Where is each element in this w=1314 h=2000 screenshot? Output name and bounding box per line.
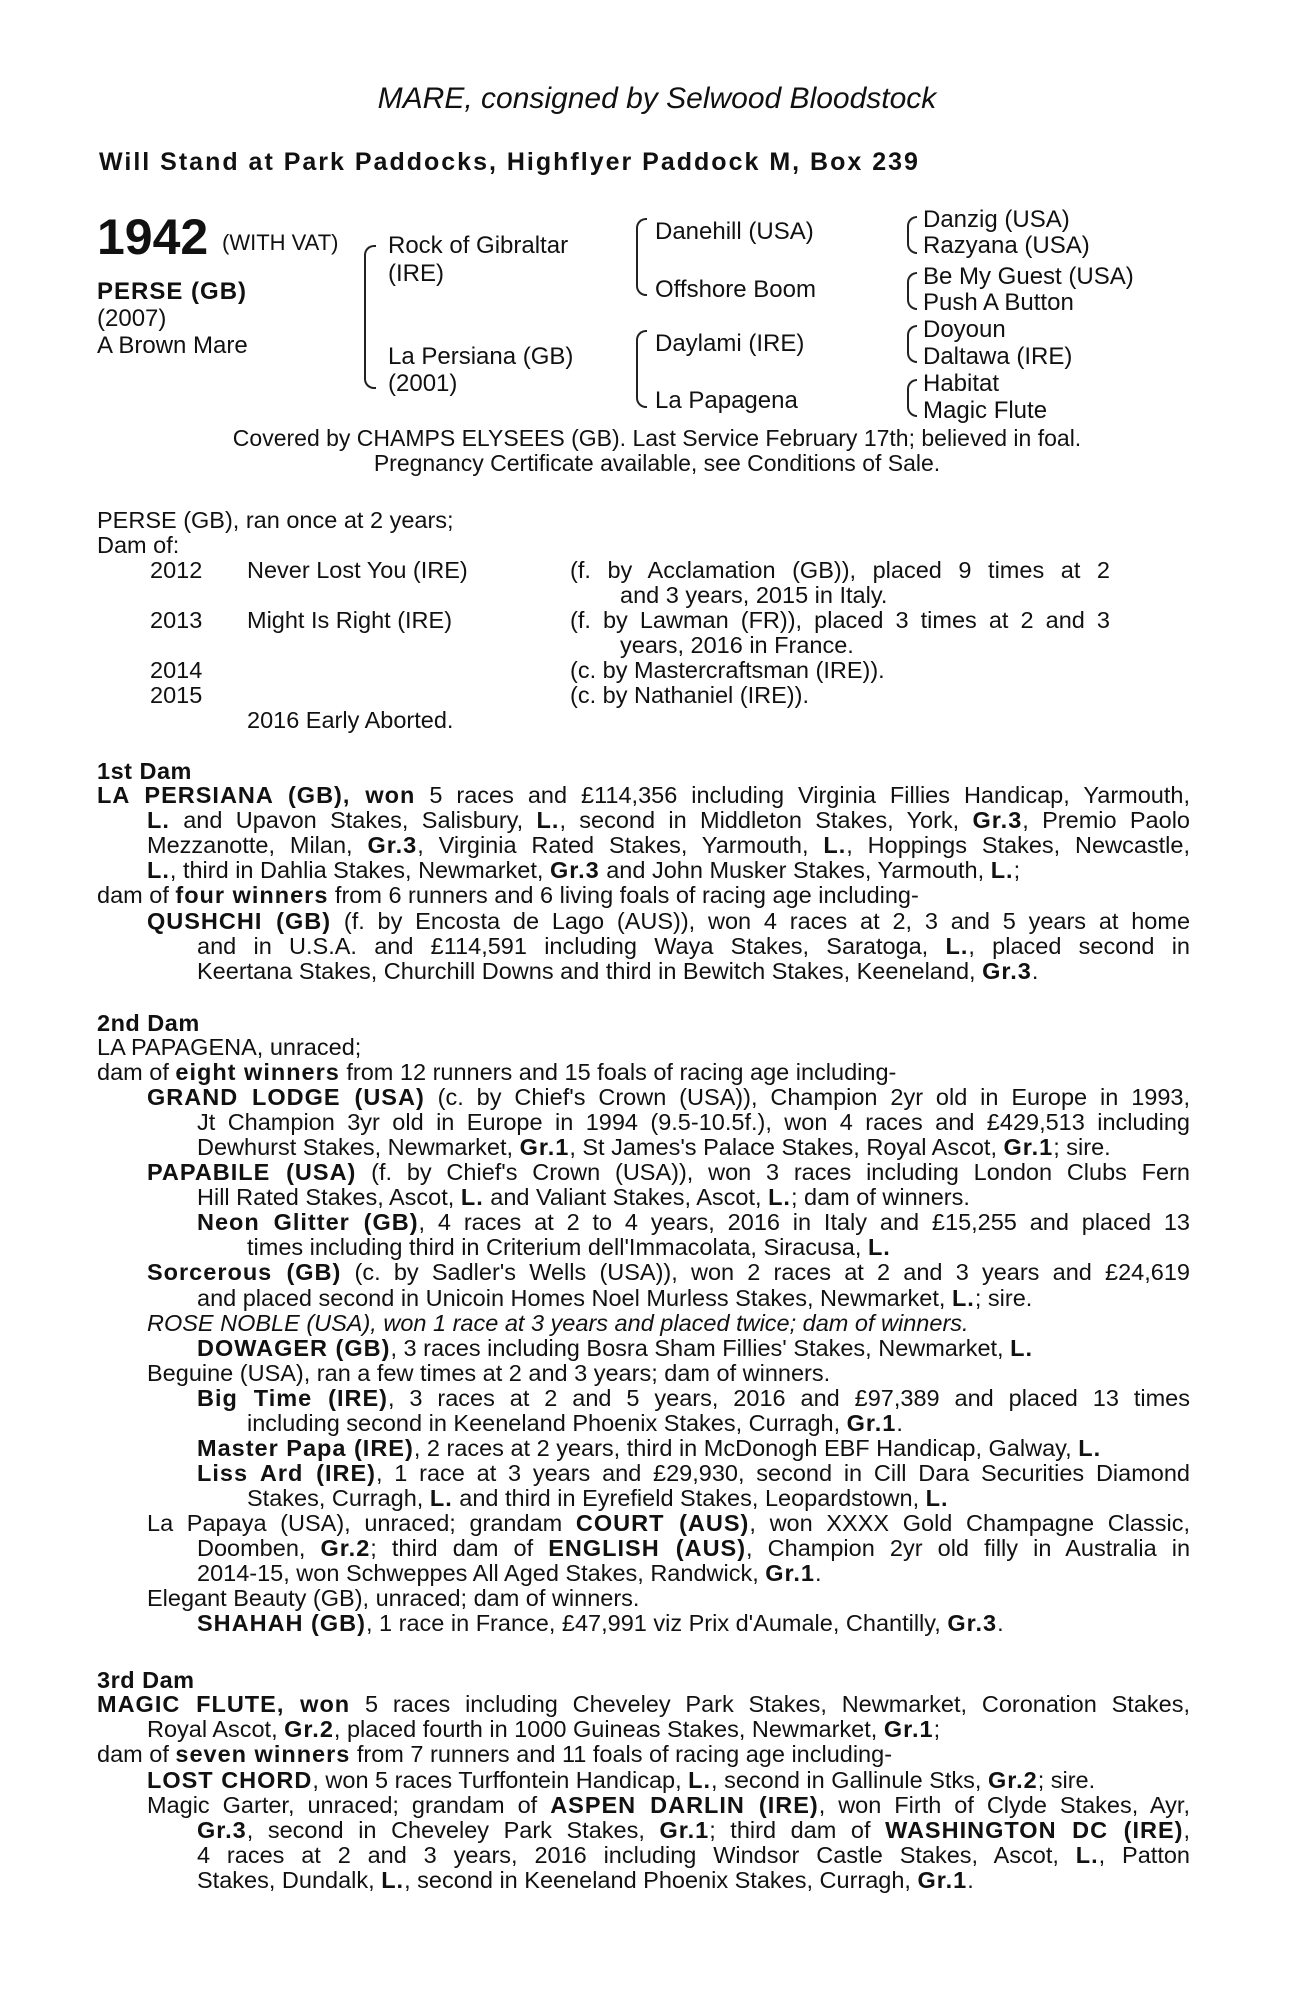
text-run: , second in Middleton Stakes, York, — [559, 807, 973, 834]
text-run: Stakes, Dundalk, — [197, 1867, 382, 1894]
text-run: , placed second in — [968, 932, 1191, 959]
bold-run: L. — [1075, 1842, 1099, 1869]
bold-run: L. — [990, 857, 1014, 884]
text-run: ; sire. — [1037, 1766, 1096, 1793]
bold-run: L. — [1078, 1434, 1102, 1461]
text-run: from 6 runners and 6 living foals of racing age including- — [328, 882, 919, 909]
lot-number: 1942 — [97, 209, 209, 265]
text-run: . — [997, 1610, 1004, 1637]
sire-sire: Danehill (USA) — [655, 218, 814, 245]
ggp-1: Danzig (USA) — [923, 206, 1070, 233]
stand-location: Will Stand at Park Paddocks, Highflyer Paddock M, Box 239 — [99, 148, 920, 176]
text-run: , St James's Palace Stakes, Royal Ascot, — [569, 1134, 1004, 1161]
bold-run: Gr.2 — [987, 1766, 1038, 1793]
text-run: from 12 runners and 15 foals of racing age including- — [339, 1059, 897, 1086]
produce-note-cont: years, 2016 in France. — [620, 632, 854, 658]
ggp-7: Habitat — [923, 370, 1000, 397]
produce-note: (c. by Nathaniel (IRE)). — [570, 682, 809, 708]
brace-ggp-5 — [907, 325, 917, 345]
text-run: . — [967, 1867, 974, 1894]
text-run: , second in Keeneland Phoenix Stakes, Curragh, — [404, 1867, 918, 1894]
bold-run: Gr.1 — [846, 1409, 897, 1436]
bold-run: Gr.3 — [549, 857, 600, 884]
pregnancy-line: Pregnancy Certificate available, see Conditions of Sale. — [373, 450, 941, 476]
sire-line1: Rock of Gibraltar — [388, 232, 569, 259]
text-run: Keertana Stakes, Churchill Downs and third in Bewitch Stakes, Keeneland, — [197, 957, 983, 984]
bold-run: L. — [867, 1234, 891, 1261]
dam2-text-line — [147, 1511, 1190, 1536]
text-run: and third in Eyrefield Stakes, Leopardstown, — [452, 1484, 926, 1511]
dam2-text-line — [197, 1536, 1190, 1561]
brace-dam-sire — [636, 330, 647, 374]
dam2-text-line — [147, 1260, 1190, 1285]
bold-run: L. — [925, 1484, 949, 1511]
bold-run: MAGIC FLUTE, won — [97, 1691, 351, 1717]
produce-year: 2013 — [150, 607, 203, 633]
text-run: Mezzanotte, Milan, — [147, 832, 368, 859]
dam2-text-line — [247, 1486, 949, 1511]
text-run: ; dam of winners. — [790, 1184, 970, 1211]
horse-name: PERSE (GB) — [97, 278, 248, 305]
text-run: ; third dam of — [709, 1817, 886, 1843]
dam2-text-line — [147, 1160, 1190, 1185]
text-run: Elegant Beauty (GB), unraced; dam of winners. — [147, 1585, 640, 1612]
text-run: , 3 races including Bosra Sham Fillies' Stakes, Newmarket, — [390, 1334, 1011, 1361]
dam2-text-line — [97, 1035, 361, 1060]
bold-run: ASPEN DARLIN (IRE) — [550, 1791, 819, 1818]
text-run: Beguine (USA), ran a few times at 2 and 3 years; dam of winners. — [147, 1359, 831, 1386]
text-run: , second in Cheveley Park Stakes, — [246, 1817, 660, 1843]
produce-note-cont: and 3 years, 2015 in Italy. — [620, 582, 888, 608]
text-run: 5 races including Cheveley Park Stakes, Newmarket, Coronation Stakes, — [350, 1691, 1190, 1717]
text-run: ; — [1013, 857, 1021, 884]
ggp-2: Razyana (USA) — [923, 232, 1090, 259]
text-run: ; — [933, 1716, 941, 1743]
bold-run: Big Time (IRE) — [197, 1384, 388, 1411]
text-run: , won 5 races Turffontein Handicap, — [312, 1766, 689, 1793]
text-run: and John Musker Stakes, Yarmouth, — [599, 857, 991, 884]
third-dam-heading: 3rd Dam — [97, 1667, 195, 1693]
bold-run: QUSHCHI (GB) — [147, 907, 332, 934]
dam1-text-line — [147, 858, 1020, 883]
dam2-text-line — [97, 1060, 896, 1085]
dam3-text-line — [197, 1843, 1190, 1868]
brace-sire-sire — [636, 218, 647, 262]
dam2-text-line — [247, 1235, 891, 1260]
text-run: , Patton — [1098, 1842, 1190, 1869]
text-run: Jt Champion 3yr old in Europe in 1994 (9.5-10.5f.), won 4 races and £429,513 including — [197, 1109, 1190, 1136]
dam3-text-line — [147, 1717, 940, 1742]
bold-run: L. — [1010, 1334, 1033, 1361]
bold-run: Gr.3 — [972, 807, 1023, 834]
dam2-text-line — [147, 1586, 639, 1611]
text-run: , 4 races at 2 to 4 years, 2016 in Italy and £15,255 and placed 13 — [418, 1209, 1190, 1236]
dam2-text-line — [197, 1611, 1004, 1636]
brace-ggp-2 — [907, 234, 917, 254]
dam3-text-line — [197, 1868, 974, 1893]
dam3-text-line — [147, 1793, 1190, 1818]
dam3-text-line — [147, 1768, 1095, 1793]
dam1-text-line — [97, 783, 1190, 808]
text-run: LA PAPAGENA, unraced; — [97, 1034, 362, 1060]
bold-run: Liss Ard (IRE) — [197, 1459, 376, 1486]
dam2-text-line — [197, 1210, 1190, 1235]
text-run: and placed second in Unicoin Homes Noel Murless Stakes, Newmarket, — [197, 1284, 952, 1311]
bold-run: ENGLISH (AUS) — [548, 1535, 747, 1561]
bold-run: Gr.1 — [765, 1560, 815, 1587]
bold-run: Sorcerous (GB) — [147, 1259, 342, 1286]
covered-line: Covered by CHAMPS ELYSEES (GB). Last Service February 17th; believed in foal. — [232, 425, 1082, 451]
dam1-text-line — [97, 883, 919, 908]
ggp-4: Push A Button — [923, 289, 1074, 316]
text-run: and Valiant Stakes, Ascot, — [483, 1184, 769, 1211]
brace-sire-dam — [636, 260, 647, 296]
brace-ggp-7 — [907, 379, 917, 399]
bold-run: L. — [688, 1766, 712, 1793]
text-run: ; sire. — [974, 1284, 1033, 1311]
ggp-5: Doyoun — [923, 316, 1006, 343]
text-run: , 1 race in France, £47,991 viz Prix d'Aumale, Chantilly, — [365, 1610, 948, 1637]
brace-ggp-1 — [907, 216, 917, 236]
text-run: , 2 races at 2 years, third in McDonogh EBF Handicap, Galway, — [413, 1434, 1079, 1461]
bold-run: PAPABILE (USA) — [147, 1159, 357, 1186]
horse-year: (2007) — [97, 305, 167, 332]
bold-run: four winners — [175, 882, 329, 909]
dam2-text-line — [197, 1286, 1032, 1311]
bold-run: Gr.2 — [284, 1716, 334, 1743]
text-run: including second in Keeneland Phoenix Stakes, Curragh, — [247, 1409, 847, 1436]
brace-dam — [364, 335, 376, 389]
text-run: ; third dam of — [370, 1535, 549, 1561]
dam2-text-line — [197, 1185, 970, 1210]
text-run: (f. by Chief's Crown (USA)), won 3 races including London Clubs Fern — [356, 1159, 1190, 1186]
text-run: , won Firth of Clyde Stakes, Ayr, — [818, 1791, 1190, 1818]
text-run: (f. by Encosta de Lago (AUS)), won 4 races at 2, 3 and 5 years at home — [331, 907, 1191, 934]
text-run: , Virginia Rated Stakes, Yarmouth, — [417, 832, 824, 859]
text-run: Hill Rated Stakes, Ascot, — [197, 1184, 461, 1211]
bold-run: L. — [381, 1867, 405, 1894]
bold-run: L. — [429, 1484, 453, 1511]
dam-line2: (2001) — [388, 370, 458, 397]
bold-run: L. — [945, 932, 969, 959]
bold-run: L. — [536, 807, 560, 834]
text-run: , 3 races at 2 and 5 years, 2016 and £97,389 and placed 13 times — [387, 1384, 1190, 1411]
bold-run: Gr.3 — [982, 957, 1032, 984]
bold-run: LA PERSIANA (GB), won — [97, 782, 416, 808]
dam1-text-line — [147, 909, 1190, 934]
dam2-text-line — [197, 1461, 1190, 1486]
brace-sire — [364, 245, 376, 337]
bold-run: DOWAGER (GB) — [197, 1334, 391, 1361]
dam1-text-line — [197, 959, 1038, 984]
horse-description: A Brown Mare — [97, 332, 248, 359]
text-run: 2014-15, won Schweppes All Aged Stakes, Randwick, — [197, 1560, 766, 1587]
bold-run: L. — [823, 832, 847, 859]
text-run: , — [1183, 1817, 1190, 1843]
text-run: ; sire. — [1053, 1134, 1111, 1161]
text-run: Royal Ascot, — [147, 1716, 285, 1743]
text-run: (c. by Sadler's Wells (USA)), won 2 races at 2 and 3 years and £24,619 — [341, 1259, 1190, 1286]
brace-ggp-6 — [907, 343, 917, 363]
ggp-8: Magic Flute — [923, 397, 1048, 424]
produce-year: 2015 — [150, 682, 203, 708]
text-run: from 7 runners and 11 foals of racing age including- — [350, 1741, 893, 1768]
text-run: 4 races at 2 and 3 years, 2016 including Windsor Castle Stakes, Ascot, — [197, 1842, 1076, 1869]
bold-run: LOST CHORD — [147, 1766, 313, 1793]
bold-run: Gr.1 — [659, 1817, 710, 1843]
text-run: , placed fourth in 1000 Guineas Stakes, Newmarket, — [333, 1716, 884, 1743]
produce-name: Might Is Right (IRE) — [247, 607, 453, 633]
second-dam-heading: 2nd Dam — [97, 1010, 200, 1036]
text-run: times including third in Criterium dell'Immacolata, Siracusa, — [247, 1234, 868, 1261]
ggp-6: Daltawa (IRE) — [923, 343, 1073, 370]
dam2-text-line — [197, 1336, 1033, 1361]
text-run: , 1 race at 3 years and £29,930, second in Cill Dara Securities Diamond — [376, 1459, 1191, 1486]
dam2-text-line — [197, 1110, 1190, 1135]
dam2-text-line — [197, 1436, 1101, 1461]
bold-run: L. — [147, 857, 170, 884]
bold-run: WASHINGTON DC (IRE) — [885, 1817, 1184, 1843]
dam2-text-line — [197, 1386, 1190, 1411]
dam-of-label: Dam of: — [97, 532, 180, 558]
bold-run: Gr.2 — [320, 1535, 371, 1561]
bold-run: L. — [460, 1184, 484, 1211]
brace-ggp-4 — [907, 290, 917, 310]
dam-line1: La Persiana (GB) — [388, 343, 574, 370]
bold-run: Gr.1 — [917, 1867, 968, 1894]
ggp-3: Be My Guest (USA) — [923, 263, 1134, 290]
bold-run: COURT (AUS) — [575, 1509, 750, 1536]
sire-dam: Offshore Boom — [655, 276, 816, 303]
first-dam-heading: 1st Dam — [97, 758, 192, 784]
text-run: , won XXXX Gold Champagne Classic, — [749, 1509, 1190, 1536]
text-run: Doomben, — [197, 1535, 321, 1561]
text-run: Magic Garter, unraced; grandam of — [147, 1791, 551, 1818]
dam2-text-line — [247, 1411, 903, 1436]
bold-run: eight winners — [175, 1059, 340, 1086]
bold-run: Neon Glitter (GB) — [197, 1209, 419, 1236]
produce-year: 2014 — [150, 657, 203, 683]
dam2-text-line — [147, 1361, 830, 1386]
bold-run: L. — [147, 807, 170, 834]
dam3-text-line — [197, 1818, 1190, 1843]
text-run: . — [1031, 957, 1039, 984]
text-run: , Hoppings Stakes, Newcastle, — [846, 832, 1190, 859]
text-run: Dewhurst Stakes, Newmarket, — [197, 1134, 520, 1161]
bold-run: Gr.1 — [883, 1716, 934, 1743]
dam2-text-line — [197, 1561, 822, 1586]
text-run: and Upavon Stakes, Salisbury, — [169, 807, 537, 834]
produce-note: (f. by Acclamation (GB)), placed 9 times at 2 — [570, 557, 1110, 583]
dam1-text-line — [197, 934, 1190, 959]
bold-run: L. — [951, 1284, 975, 1311]
dam1-text-line — [147, 808, 1190, 833]
produce-note: (c. by Mastercraftsman (IRE)). — [570, 657, 885, 683]
dam-dam: La Papagena — [655, 387, 798, 414]
dam2-text-line — [147, 1311, 969, 1336]
bold-run: L. — [768, 1184, 791, 1211]
vat-note: (WITH VAT) — [222, 230, 339, 255]
page-subtitle: MARE, consigned by Selwood Bloodstock — [377, 82, 937, 115]
text-run: , Champion 2yr old filly in Australia in — [746, 1535, 1191, 1561]
produce-year: 2012 — [150, 557, 203, 583]
brace-ggp-8 — [907, 397, 917, 417]
text-run: . — [815, 1560, 822, 1587]
produce-aborted: 2016 Early Aborted. — [247, 707, 454, 733]
text-run: dam of — [97, 1741, 176, 1768]
bold-run: Gr.3 — [197, 1817, 247, 1843]
text-run: dam of — [97, 882, 176, 909]
dam2-text-line — [197, 1135, 1111, 1160]
text-run: , third in Dahlia Stakes, Newmarket, — [169, 857, 550, 884]
text-run: , second in Gallinule Stks, — [711, 1766, 988, 1793]
dam1-text-line — [147, 833, 1190, 858]
dam3-text-line — [97, 1742, 892, 1767]
text-run: and in U.S.A. and £114,591 including Waya Stakes, Saratoga, — [197, 932, 946, 959]
text-run: dam of — [97, 1059, 176, 1086]
race-record: PERSE (GB), ran once at 2 years; — [97, 507, 454, 533]
text-run: ROSE NOBLE (USA), won 1 race at 3 years and placed twice; dam of winners. — [147, 1309, 969, 1336]
text-run: La Papaya (USA), unraced; grandam — [147, 1509, 576, 1536]
bold-run: Gr.1 — [1003, 1134, 1054, 1161]
sire-line2: (IRE) — [388, 260, 444, 287]
dam3-text-line — [97, 1692, 1190, 1717]
bold-run: SHAHAH (GB) — [197, 1610, 366, 1637]
bold-run: Gr.3 — [947, 1610, 998, 1637]
text-run: 5 races and £114,356 including Virginia Fillies Handicap, Yarmouth, — [415, 782, 1190, 808]
produce-note: (f. by Lawman (FR)), placed 3 times at 2 and 3 — [570, 607, 1110, 633]
bold-run: Gr.3 — [367, 832, 418, 859]
dam2-text-line — [147, 1085, 1190, 1110]
text-run: (c. by Chief's Crown (USA)), Champion 2yr old in Europe in 1993, — [424, 1084, 1191, 1111]
brace-dam-dam — [636, 372, 647, 408]
text-run: , Premio Paolo — [1022, 807, 1190, 834]
brace-ggp-3 — [907, 272, 917, 292]
bold-run: GRAND LODGE (USA) — [147, 1084, 425, 1111]
bold-run: Gr.1 — [519, 1134, 570, 1161]
text-run: . — [896, 1409, 903, 1436]
produce-name: Never Lost You (IRE) — [247, 557, 468, 583]
bold-run: Master Papa (IRE) — [197, 1434, 414, 1461]
bold-run: seven winners — [175, 1741, 351, 1768]
text-run: Stakes, Curragh, — [247, 1484, 430, 1511]
dam-sire: Daylami (IRE) — [655, 330, 805, 357]
